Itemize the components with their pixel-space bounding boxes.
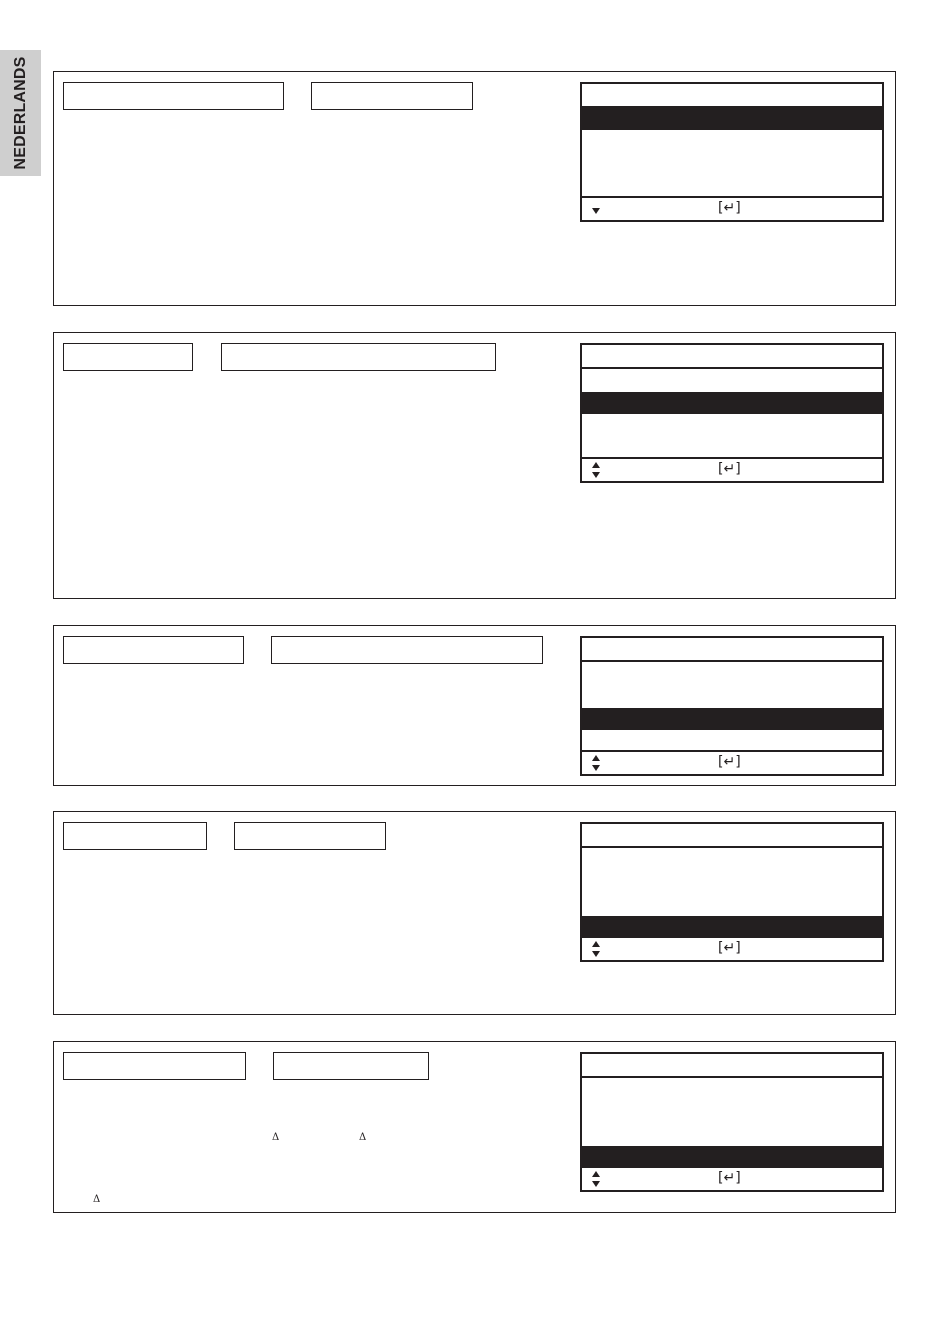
section-5 — [53, 1041, 896, 1213]
language-tab-label: NEDERLANDS — [11, 56, 29, 170]
delta-symbol: Δ — [359, 1132, 367, 1143]
delta-symbol: Δ — [93, 1194, 101, 1205]
section-4 — [53, 811, 896, 1015]
section-2 — [53, 332, 896, 599]
lcd-footer — [582, 1166, 882, 1190]
lcd-footer — [582, 750, 882, 774]
enter-icon: [↵] — [718, 461, 741, 477]
section-5-lcd-screen — [580, 1052, 884, 1192]
lcd-footer — [582, 936, 882, 960]
up-down-arrow-icon — [590, 1170, 602, 1188]
up-down-arrow-icon — [590, 754, 602, 772]
lcd-selected-row — [582, 708, 882, 730]
lcd-title-row — [582, 84, 882, 108]
delta-symbol: Δ — [272, 1132, 280, 1143]
section-2-key-box-2 — [221, 343, 496, 371]
lcd-footer — [582, 196, 882, 220]
lcd-title-row — [582, 638, 882, 662]
section-3-key-box-1 — [63, 636, 244, 664]
lcd-selected-row — [582, 392, 882, 414]
section-1-key-box-1 — [63, 82, 284, 110]
section-3 — [53, 625, 896, 786]
lcd-selected-row — [582, 916, 882, 938]
enter-icon: [↵] — [718, 200, 741, 216]
section-2-lcd-screen — [580, 343, 884, 483]
section-1-lcd-screen — [580, 82, 884, 222]
enter-icon: [↵] — [718, 940, 741, 956]
enter-icon: [↵] — [718, 1170, 741, 1186]
section-1 — [53, 71, 896, 306]
section-4-key-box-2 — [234, 822, 386, 850]
lcd-selected-row — [582, 108, 882, 130]
down-arrow-icon — [592, 208, 600, 214]
enter-icon: [↵] — [718, 754, 741, 770]
up-down-arrow-icon — [590, 940, 602, 958]
section-4-key-box-1 — [63, 822, 207, 850]
lcd-selected-row — [582, 1146, 882, 1168]
section-4-lcd-screen — [580, 822, 884, 962]
lcd-footer — [582, 457, 882, 481]
lcd-title-row — [582, 1054, 882, 1078]
section-5-key-box-1 — [63, 1052, 246, 1080]
language-tab — [0, 50, 41, 176]
section-2-key-box-1 — [63, 343, 193, 371]
section-3-lcd-screen — [580, 636, 884, 776]
section-3-key-box-2 — [271, 636, 543, 664]
lcd-title-row — [582, 345, 882, 369]
section-5-key-box-2 — [273, 1052, 429, 1080]
up-down-arrow-icon — [590, 461, 602, 479]
section-1-key-box-2 — [311, 82, 473, 110]
lcd-title-row — [582, 824, 882, 848]
